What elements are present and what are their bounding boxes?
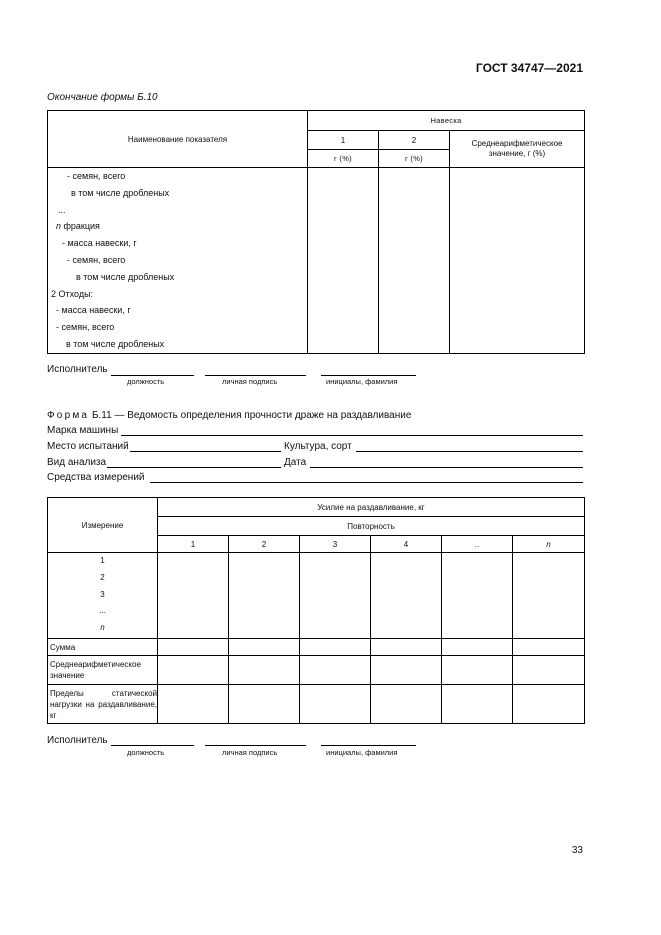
row-label: в том числе дробленых: [66, 338, 165, 349]
empty-cell[interactable]: [300, 553, 371, 639]
row-label: - семян, всего: [67, 254, 126, 265]
place-field[interactable]: [130, 451, 281, 452]
date-label: Дата: [284, 457, 307, 468]
standard-header: ГОСТ 34747—2021: [475, 61, 583, 75]
empty-cell[interactable]: [442, 553, 513, 639]
machine-label: Марка машины: [47, 425, 119, 436]
analysis-label: Вид анализа: [47, 457, 107, 468]
row-labels: [48, 168, 308, 354]
empty-cell[interactable]: [513, 685, 585, 724]
measure-row: 2: [100, 572, 105, 582]
position-caption-2: должность: [127, 748, 165, 757]
empty-cell[interactable]: [308, 168, 379, 354]
empty-cell[interactable]: [158, 639, 229, 656]
crop-field[interactable]: [356, 451, 583, 452]
position-line[interactable]: [111, 375, 194, 376]
row-label: n фракция: [56, 221, 100, 232]
date-field[interactable]: [310, 467, 583, 468]
machine-field[interactable]: [121, 435, 583, 436]
empty-cell[interactable]: [229, 639, 300, 656]
row-label: - масса навески, г: [62, 238, 137, 249]
col-rep-n: n: [513, 536, 585, 553]
sign-caption-2: личная подпись: [222, 748, 278, 757]
empty-cell[interactable]: [513, 553, 585, 639]
empty-cell[interactable]: [300, 685, 371, 724]
empty-cell[interactable]: [371, 639, 442, 656]
row-limits: Пределы статической нагрузки на раздавливание, кг: [48, 685, 158, 724]
sign-line[interactable]: [205, 375, 306, 376]
form-prefix: Форма: [47, 410, 90, 421]
empty-cell[interactable]: [300, 656, 371, 685]
form-title: Б.11 — Ведомость определения прочности драже на раздавливание: [91, 410, 412, 421]
col-unit-1: г (%): [308, 150, 379, 168]
measure-numbers: [48, 553, 158, 639]
row-average: Среднеарифметическое значение: [48, 656, 158, 685]
form-b11-title: [47, 410, 411, 421]
col-group-sample: Навеска: [308, 111, 585, 131]
col-rep-4: 4: [371, 536, 442, 553]
empty-cell[interactable]: [229, 656, 300, 685]
empty-cell[interactable]: [300, 639, 371, 656]
row-label: в том числе дробленых: [71, 187, 170, 198]
tools-field[interactable]: [150, 482, 583, 483]
row-label: в том числе дробленых: [76, 271, 175, 282]
sign-caption: личная подпись: [222, 377, 278, 386]
form-b10-table: [47, 110, 585, 354]
place-label: Место испытаний: [47, 441, 129, 452]
col-rep-1: 1: [158, 536, 229, 553]
measure-row: 3: [100, 589, 105, 599]
empty-cell[interactable]: [442, 685, 513, 724]
col-average: Среднеарифметическое значение, г (%): [450, 131, 585, 168]
name-line-2[interactable]: [321, 745, 416, 746]
empty-cell[interactable]: [442, 656, 513, 685]
row-label: - масса навески, г: [56, 305, 131, 316]
col-rep-2: 2: [229, 536, 300, 553]
continuation-title: Окончание формы Б.10: [47, 92, 158, 103]
position-line-2[interactable]: [111, 745, 194, 746]
col-sample-2: 2: [379, 131, 450, 150]
position-caption: должность: [127, 377, 165, 386]
col-unit-2: г (%): [379, 150, 450, 168]
col-sample-1: 1: [308, 131, 379, 150]
empty-cell[interactable]: [513, 656, 585, 685]
empty-cell[interactable]: [229, 553, 300, 639]
page-number: 33: [571, 845, 583, 856]
measure-row: ...: [99, 606, 106, 616]
executor-label-2: Исполнитель: [47, 735, 108, 746]
name-caption: инициалы, фамилия: [326, 377, 398, 386]
empty-cell[interactable]: [158, 553, 229, 639]
empty-cell[interactable]: [371, 685, 442, 724]
empty-cell[interactable]: [158, 656, 229, 685]
empty-cell[interactable]: [158, 685, 229, 724]
name-caption-2: инициалы, фамилия: [326, 748, 398, 757]
measure-row: n: [100, 623, 105, 633]
empty-cell[interactable]: [513, 639, 585, 656]
col-group-force: Усилие на раздавливание, кг: [158, 498, 585, 517]
row-label: 2 Отходы:: [51, 288, 94, 299]
row-label: - семян, всего: [56, 322, 115, 333]
form-b11-table: [47, 497, 585, 724]
name-line[interactable]: [321, 375, 416, 376]
col-rep-3: 3: [300, 536, 371, 553]
analysis-field[interactable]: [107, 467, 281, 468]
row-label: ...: [58, 204, 66, 215]
row-label: - семян, всего: [67, 171, 126, 181]
col-measure: Измерение: [48, 498, 158, 553]
col-rep-dots: ..: [442, 536, 513, 553]
sign-line-2[interactable]: [205, 745, 306, 746]
empty-cell[interactable]: [450, 168, 585, 354]
empty-cell[interactable]: [371, 553, 442, 639]
crop-label: Культура, сорт: [284, 441, 352, 452]
row-sum: Сумма: [48, 639, 158, 656]
empty-cell[interactable]: [229, 685, 300, 724]
empty-cell[interactable]: [442, 639, 513, 656]
col-repeat: Повторность: [158, 517, 585, 536]
empty-cell[interactable]: [379, 168, 450, 354]
empty-cell[interactable]: [371, 656, 442, 685]
executor-label: Исполнитель: [47, 364, 108, 375]
tools-label: Средства измерений: [47, 472, 145, 483]
col-indicator-name: Наименование показателя: [48, 111, 308, 168]
measure-row: 1: [100, 556, 105, 565]
